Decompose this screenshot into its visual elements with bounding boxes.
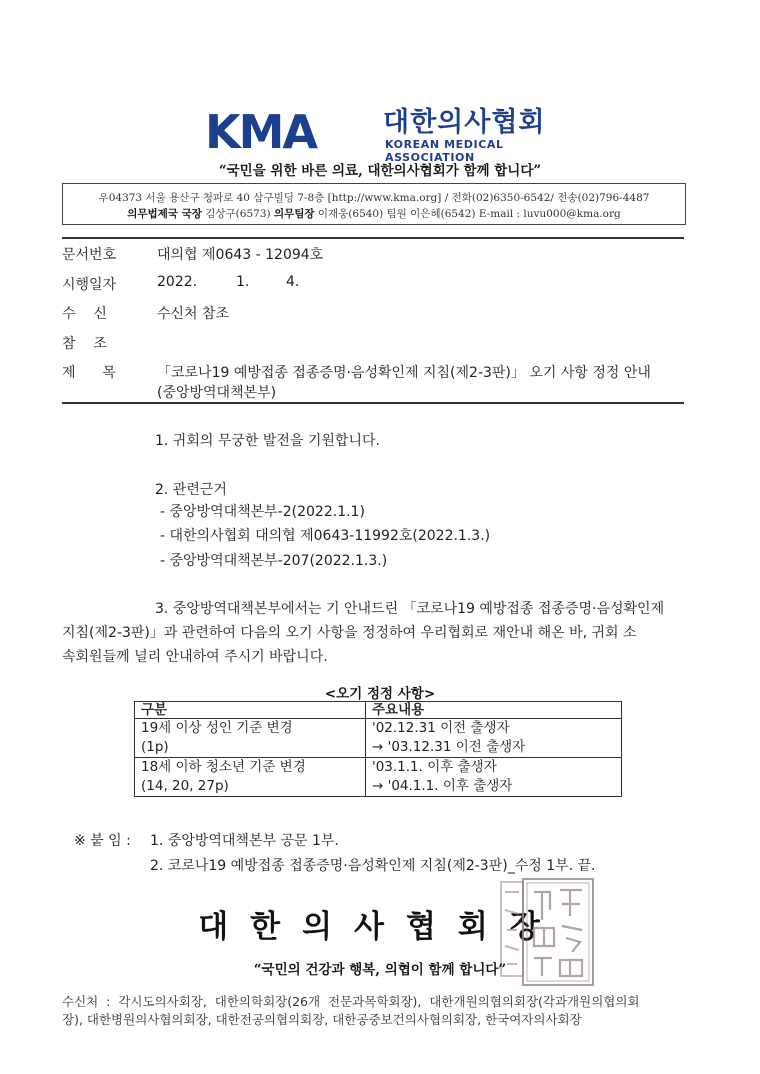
recipient: 수신처 참조	[157, 306, 230, 322]
divider-bottom	[62, 402, 684, 404]
kma-logo	[205, 105, 565, 164]
category-page: (1p)	[141, 739, 169, 755]
divider-top	[62, 237, 684, 239]
header-slogan: “국민을 위한 바른 의료, 대한의사협회가 함께 합니다”	[218, 163, 542, 179]
dept-label: 의무법제국 국장	[127, 208, 202, 220]
team-staff: 이재웅(6540) 팀원 이은혜(6542) E-mail : luvu000@kma.org	[317, 208, 621, 220]
content-before: '03.1.1. 이후 출생자	[372, 759, 497, 775]
sender-name: 대한의사협회장	[198, 909, 562, 945]
paragraph-3-line-2: 지침(제2-3판)」과 관련하여 다음의 오기 사항을 정정하여 우리협회로 재안내 해온 바, 귀회 소	[62, 625, 637, 641]
reference-item: - 중앙방역대책본부-207(2022.1.3.)	[160, 553, 388, 569]
contact-box	[62, 183, 686, 225]
errata-table	[134, 701, 622, 797]
content-after: → '03.12.31 이전 출생자	[372, 739, 526, 755]
attachment-label: ※ 붙 임 :	[74, 833, 131, 849]
date-year: 2022.	[157, 274, 198, 290]
reference-item: - 대한의사협회 대의협 제0643-11992호(2022.1.3.)	[160, 528, 491, 544]
contact-staff-line	[63, 206, 685, 221]
doc-number: 대의협 제0643 - 12094호	[157, 247, 324, 263]
org-name-english: KOREAN MEDICAL ASSOCIATION	[385, 138, 504, 164]
subject-line-1: 「코로나19 예방접종 접종증명·음성확인제 지침(제2-3판)」 오기 사항 정정 안내	[157, 365, 651, 381]
category-cell	[135, 719, 366, 758]
table-row	[135, 719, 622, 758]
subject-line-2: (중앙방역대책본부)	[157, 385, 277, 401]
paragraph-2-title: 2. 관련근거	[155, 482, 227, 498]
column-header-category: 구분	[135, 702, 366, 719]
attachment-item: 2. 코로나19 예방접종 접종증명·음성확인제 지침(제2-3판)_수정 1부. 끝.	[150, 858, 596, 874]
reference-label: 참 조	[62, 336, 107, 352]
content-after: → '04.1.1. 이후 출생자	[372, 778, 513, 794]
paragraph-3-line-1: 3. 중앙방역대책본부에서는 기 안내드린 「코로나19 예방접종 접종증명·음성확인제	[155, 601, 665, 617]
category-page: (14, 20, 27p)	[141, 778, 229, 794]
category-text: 18세 이하 청소년 기준 변경	[141, 759, 306, 775]
team-label: 의무팀장	[273, 208, 315, 220]
content-cell	[366, 758, 622, 797]
category-cell	[135, 758, 366, 797]
date-day: 4.	[286, 274, 300, 290]
logo-mark: KMA	[205, 105, 317, 159]
content-cell	[366, 719, 622, 758]
recipient-label: 수 신	[62, 306, 107, 322]
content-before: '02.12.31 이전 출생자	[372, 720, 510, 736]
footer-slogan: “국민의 건강과 행복, 의협이 함께 합니다”	[253, 962, 507, 978]
date-month: 1.	[236, 274, 250, 290]
attachment-item: 1. 중앙방역대책본부 공문 1부.	[150, 833, 339, 849]
doc-number-label: 문서번호	[62, 247, 117, 263]
contact-address-line: 우04373 서울 용산구 청파로 40 삼구빌딩 7-8층 [http://www.kma.org] / 전화(02)6350-6542/ 전송(02)796-4487	[98, 192, 650, 204]
paragraph-1: 1. 귀회의 무궁한 발전을 기원합니다.	[155, 433, 380, 449]
table-header-row	[135, 702, 622, 719]
table-row	[135, 758, 622, 797]
recipients-line-2: 장), 대한병원의사협의회장, 대한전공의협의회장, 대한공중보건의사협의회장, 한국여자의사회장	[62, 1012, 582, 1027]
column-header-content: 주요내용	[366, 702, 622, 719]
subject-label: 제 목	[62, 365, 116, 381]
org-name-korean: 대한의사협회	[383, 107, 546, 138]
dept-person: 김상구(6573)	[205, 208, 271, 220]
category-text: 19세 이상 성인 기준 변경	[141, 720, 293, 736]
reference-item: - 중앙방역대책본부-2(2022.1.1)	[160, 504, 365, 520]
table-title: <오기 정정 사항>	[324, 686, 436, 702]
paragraph-3-line-3: 속회원들께 널리 안내하여 주시기 바랍니다.	[62, 649, 328, 665]
date-label: 시행일자	[62, 277, 117, 293]
recipients-line-1: 수신처 : 각시도의사회장, 대한의학회장(26개 전문과목학회장), 대한개원의협의회장(각과개원의협의회	[62, 994, 640, 1009]
